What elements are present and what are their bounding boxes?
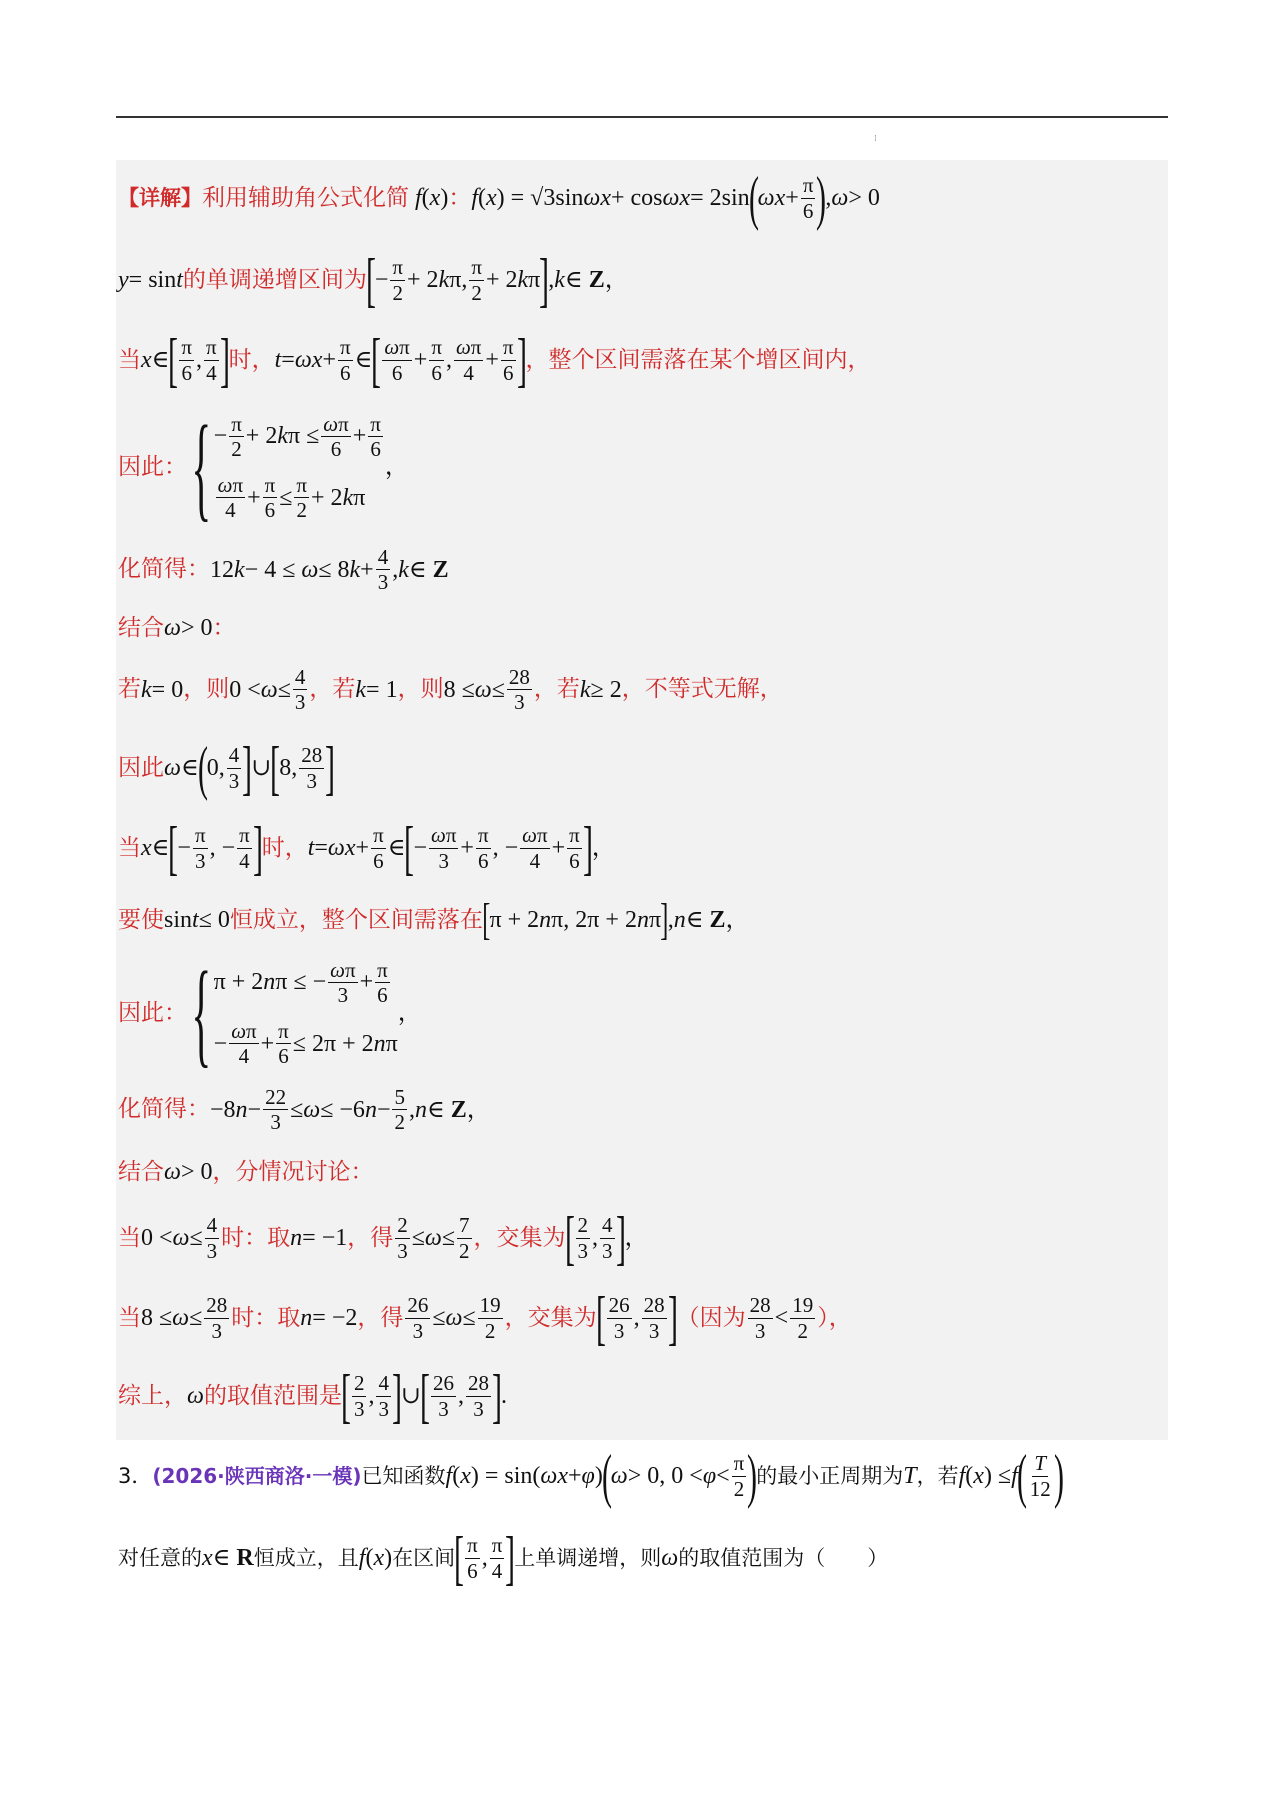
solution-line-16: 综上， ω 的取值范围是 [ $\frac{2}{3}$ , $\frac{4}{3}$ ] ∪ [ $\frac{26}{3}$ , $\frac{28}{3}$ ] .	[118, 1363, 507, 1429]
solution-system-2: 因此： { π + 2 n π ≤ − $\frac{\omega\pi}{3}$ + $\frac{\pi}{6}$ − $\frac{\omega\pi}{4}$ + $\frac{\pi}{6}$ ≤ 2π + 2 n π ，	[118, 947, 422, 1078]
question-3-line-2: 对任意的 x ∈ R 恒成立，且 f ( x ) 在区间 [ $\frac{\pi}{6}$ , $\frac{\pi}{4}$ ] 上单调递增，则 ω 的取值范围为（ ）	[118, 1525, 889, 1591]
solution-line-2: y = sin t 的单调递增区间为 [ − $\frac{\pi}{2}$ + 2 k π, $\frac{\pi}{2}$ + 2 k π ] , k ∈ Z ，	[118, 247, 629, 313]
solution-line-10: 要使 sin t ≤ 0 恒成立，整个区间需落在 [ π + 2 n π, 2π + 2 n π ] , n ∈ Z ，	[118, 895, 750, 944]
solution-line-6: 结合 ω > 0 ：	[118, 614, 236, 641]
solution-line-8: 因此 ω ∈ ( 0, $\frac{4}{3}$ ] ∪ [ 8, $\frac{28}{3}$ ]	[118, 735, 336, 801]
solution-line-5: 化简得： 12 k − 4 ≤ ω ≤ 8 k + $\frac{4}{3}$ , k ∈ Z	[118, 545, 449, 595]
solution-line-15: 当 8 ≤ ω ≤ $\frac{28}{3}$ 时：取 n = −2 ，得 $\frac{26}{3}$ ≤ ω ≤ $\frac{19}{2}$ ，交集为 [ $\frac{26}{3}$ , $\frac{28}{3}$ ] （因为 $\frac{28}{3}$ < $\frac{19}{2}$ ），	[118, 1285, 852, 1351]
solution-line-14: 当 0 < ω ≤ $\frac{4}{3}$ 时：取 n = −1 ，得 $\frac{2}{3}$ ≤ ω ≤ $\frac{7}{2}$ ，交集为 [ $\frac{2}{3}$ , $\frac{4}{3}$ ] ，	[118, 1205, 649, 1271]
solution-system-1: 因此： { − $\frac{\pi}{2}$ + 2 k π ≤ $\frac{\omega\pi}{6}$ + $\frac{\pi}{6}$ $\frac{\omega\pi}{4}$ + $\frac{\pi}{6}$ ≤ $\frac{\pi}{2}$ + 2 k π ，	[118, 401, 409, 532]
question-3-line-1: 3． (2026·陕西商洛·一模) 已知函数 f ( x ) = sin( ωx + φ ) ( ω > 0, 0 < φ < $\frac{\pi}{2}$ ) 的最小正周期为 T ，若 f ( x ) ≤ f ( $\frac{T}{12}$ )	[118, 1443, 1064, 1509]
header-rule	[116, 116, 1168, 118]
solution-line-1: 【详解】 利用辅助角公式化简 f ( x ) ： f ( x ) = √3sin ωx + cos ωx = 2sin ( ωx + $\frac{\pi}{6}$ ) , ω > 0	[118, 165, 880, 231]
solution-line-9: 当 x ∈ [ − $\frac{\pi}{3}$ , − $\frac{\pi}{4}$ ] 时， t = ωx + $\frac{\pi}{6}$ ∈ [ − $\frac{\omega\pi}{3}$ + $\frac{\pi}{6}$ , − $\frac{\omega\pi}{4}$ + $\frac{\pi}{6}$ ] ，	[118, 815, 616, 881]
solution-line-3: 当 x ∈ [ $\frac{\pi}{6}$ , $\frac{\pi}{4}$ ] 时， t = ωx + $\frac{\pi}{6}$ ∈ [ $\frac{\omega\pi}{6}$ + $\frac{\pi}{6}$ , $\frac{\omega\pi}{4}$ + $\frac{\pi}{6}$ ] ，整个区间需落在某个增区间内，	[118, 327, 871, 393]
solution-line-12: 化简得： −8 n − $\frac{22}{3}$ ≤ ω ≤ −6 n − $\frac{5}{2}$ , n ∈ Z ，	[118, 1085, 491, 1135]
header-mark: ⁞	[874, 134, 877, 144]
solution-line-7: 若 k = 0 ，则 0 < ω ≤ $\frac{4}{3}$ ，若 k = 1 ，则 8 ≤ ω ≤ $\frac{28}{3}$ ，若 k ≥ 2 ，不等式无解，	[118, 665, 783, 715]
solution-line-13: 结合 ω > 0 ，分情况讨论：	[118, 1158, 374, 1185]
